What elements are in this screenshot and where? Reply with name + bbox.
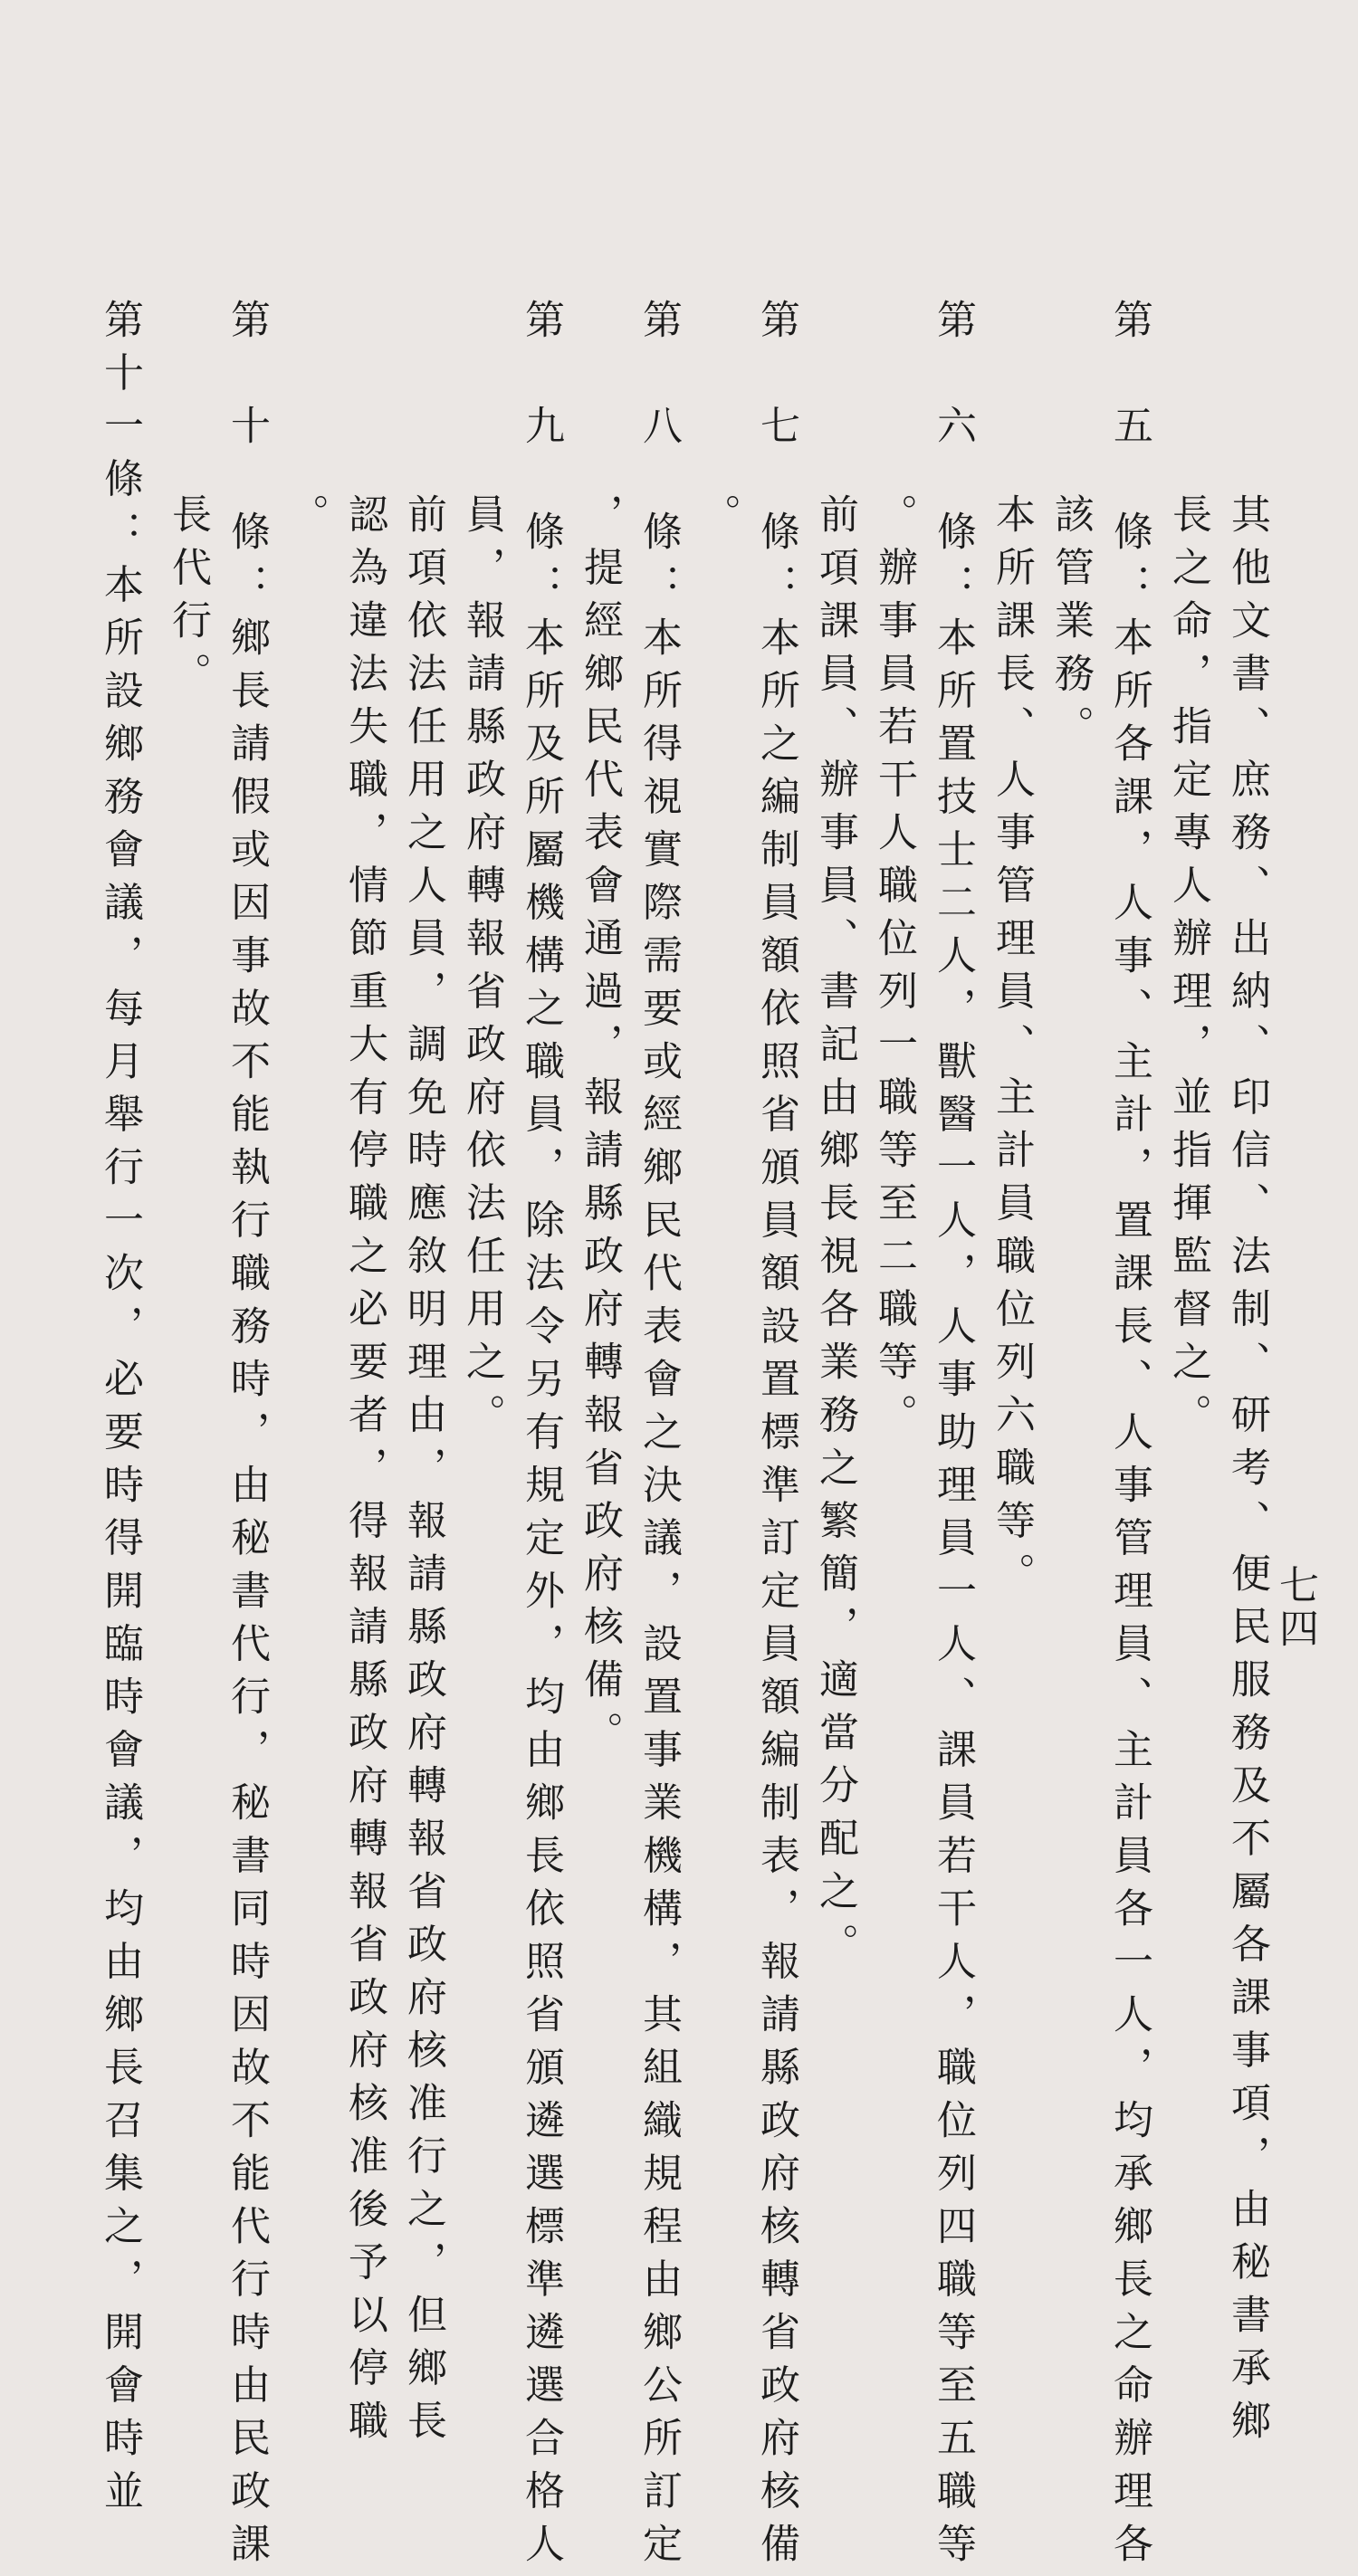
text-column-2: 長之命，指定專人辦理，並指揮監督之。 (1165, 493, 1211, 1446)
text-column-20: 第十一條：本所設鄉務會議，每月舉行一次，必要時得開臨時會議，均由鄉長召集之，開會時並 (97, 299, 143, 2523)
text-column-1: 其他文書、庶務、出納、印信、法制、研考、便民服務及不屬各課事項，由秘書承鄉 (1224, 493, 1270, 2453)
text-column-15: 前項依法任用之人員，調免時應敘明理由，報請縣政府轉報省政府核准行之，但鄉長 (400, 493, 446, 2453)
text-column-18: 第 十 條：鄉長請假或因事故不能執行職務時，由秘書代行，秘書同時因故不能代行時由民政課 (224, 299, 270, 2576)
text-column-14: 員，報請縣政府轉報省政府依法任用之。 (459, 493, 505, 1446)
text-column-3: 第 五 條：本所各課，人事、主計，置課長、人事管理員、主計員各一人，均承鄉長之命辦理各 (1106, 299, 1152, 2576)
text-column-16: 認為違法失職，情節重大有停職之必要者，得報請縣政府轉報省政府核准後予以停職 (341, 493, 387, 2453)
text-column-9: 第 七 條：本所之編制員額依照省頒員額設置標準訂定員額編制表，報請縣政府核轉省政府核備 (753, 299, 799, 2576)
text-column-19: 長代行。 (165, 493, 211, 705)
text-column-5: 本所課長、人事管理員、主計員職位列六職等。 (989, 493, 1035, 1606)
text-column-6: 第 六 條：本所置技士二人，獸醫一人，人事助理員一人、課員若干人，職位列四職等至五職等 (930, 299, 976, 2576)
text-column-4: 該管業務。 (1047, 493, 1094, 758)
text-column-13: 第 九 條：本所及所屬機構之職員，除法令另有規定外，均由鄉長依照省頒遴選標準遴選合格人 (518, 299, 564, 2576)
text-column-17: 。 (282, 493, 329, 547)
text-column-7: 。辦事員若干人職位列一職等至二職等。 (871, 493, 917, 1446)
text-column-10: 。 (694, 493, 741, 547)
page-number: 七四 (1272, 1564, 1318, 1651)
text-column-11: 第 八 條：本所得視實際需要或經鄉民代表會之決議，設置事業機構，其組織規程由鄉公所訂定 (636, 299, 682, 2576)
text-column-8: 前項課員、辦事員、書記由鄉長視各業務之繁簡，適當分配之。 (812, 493, 858, 1976)
text-column-12: ，提經鄉民代表會通過，報請縣政府轉報省政府核備。 (577, 493, 623, 1764)
